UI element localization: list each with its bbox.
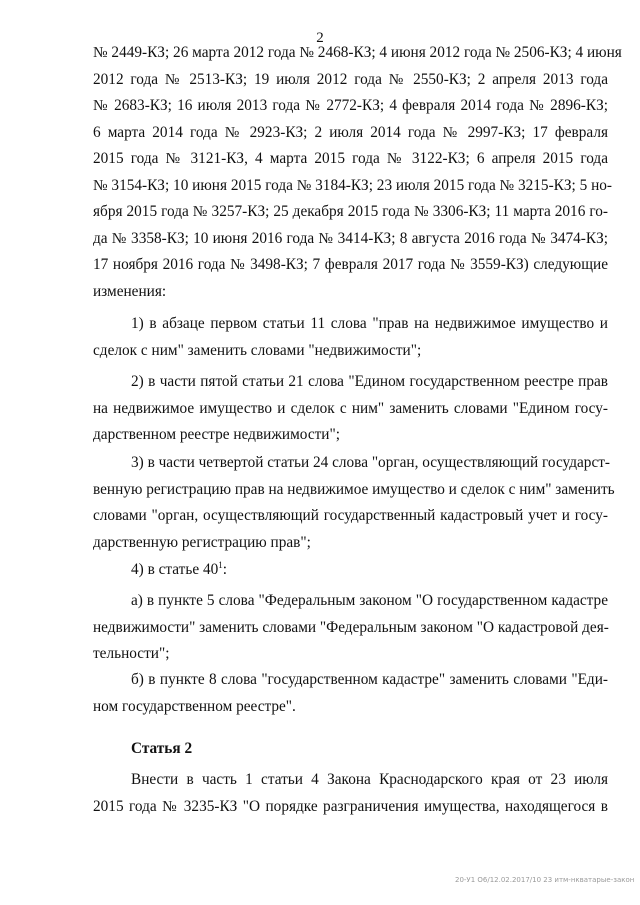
amendment-item-1 xyxy=(93,311,608,364)
text-line: 2015 года № 3235-КЗ "О порядке разграничения имущества, находящегося в xyxy=(93,797,608,815)
text-line: изменения: xyxy=(93,282,167,300)
text-line: да № 3358-КЗ; 10 июня 2016 года № 3414-КЗ; 8 августа 2016 года № 3474-КЗ; xyxy=(93,229,608,247)
item-4-suffix: : xyxy=(222,561,227,578)
text-line: венную регистрацию прав на недвижимое имущество и сделок с ним" заменить xyxy=(93,480,615,498)
document-footer: 20-У1 О6/12.02.2017/10 23 итм-нкватарые-закон xyxy=(455,876,635,884)
text-line: № 2683-КЗ; 16 июля 2013 года № 2772-КЗ; 4 февраля 2014 года № 2896-КЗ; xyxy=(93,97,608,114)
amendment-item-3 xyxy=(93,450,615,556)
text-line: ном государственном реестре". xyxy=(93,697,296,715)
text-line: ября 2015 года № 3257-КЗ; 25 декабря 2015 года № 3306-КЗ; 11 марта 2016 го- xyxy=(93,203,608,220)
amendment-item-4 xyxy=(93,557,608,584)
text-line: сделок с ним" заменить словами "недвижимости"; xyxy=(93,341,422,359)
amendment-item-2 xyxy=(93,369,608,449)
text-line: словами "орган, осуществляющий государственный кадастровый учет и госу- xyxy=(93,507,608,524)
article-2-heading: Статья 2 xyxy=(131,740,193,757)
text-line: дарственную регистрацию прав"; xyxy=(93,533,311,551)
text-line: тельности"; xyxy=(93,645,170,662)
item-4-superscript: 1 xyxy=(218,560,223,570)
text-line: 3) в части четвертой статьи 24 слова "орган, осуществляющий государст- xyxy=(131,454,611,471)
text-line: 2) в части пятой статьи 21 слова "Едином государственном реестре прав xyxy=(131,373,608,390)
amendment-item-4a xyxy=(93,588,608,668)
text-line: недвижимости" заменить словами "Федеральным законом "О кадастровой дея- xyxy=(93,618,609,636)
text-line: Внести в часть 1 статьи 4 Закона Краснодарского края от 23 июля xyxy=(131,771,608,788)
text-line: 1) в абзаце первом статьи 11 слова "прав на недвижимое имущество и xyxy=(131,315,608,332)
text-line: на недвижимое имущество и сделок с ним" заменить словами "Едином госу- xyxy=(93,399,608,417)
item-4-text: 4) в статье 40 xyxy=(131,561,219,578)
text-line: 6 марта 2014 года № 2923-КЗ; 2 июля 2014 года № 2997-КЗ; 17 февраля xyxy=(93,123,608,141)
text-line xyxy=(93,557,608,584)
amendment-preamble xyxy=(93,40,622,305)
text-line: 17 ноября 2016 года № 3498-КЗ; 7 февраля 2017 года № 3559-КЗ) следующие xyxy=(93,256,608,273)
text-line: № 3154-КЗ; 10 июня 2015 года № 3184-КЗ; 23 июля 2015 года № 3215-КЗ; 5 но- xyxy=(93,176,613,194)
text-line: б) в пункте 8 слова "государственном кадастре" заменить словами "Еди- xyxy=(131,671,608,688)
text-line: а) в пункте 5 слова "Федеральным законом "О государственном кадастре xyxy=(131,592,608,609)
text-line: 2015 года № 3121-КЗ, 4 марта 2015 года № 3122-КЗ; 6 апреля 2015 года xyxy=(93,150,608,167)
article-2-body xyxy=(93,767,608,820)
page-number: 2 xyxy=(316,30,324,46)
text-line: дарственном реестре недвижимости"; xyxy=(93,426,340,443)
text-line: № 2449-КЗ; 26 марта 2012 года № 2468-КЗ; 4 июня 2012 года № 2506-КЗ; 4 июня xyxy=(93,44,622,61)
text-line: 2012 года № 2513-КЗ; 19 июля 2012 года № 2550-КЗ; 2 апреля 2013 года xyxy=(93,70,608,88)
amendment-item-4b xyxy=(93,667,608,720)
